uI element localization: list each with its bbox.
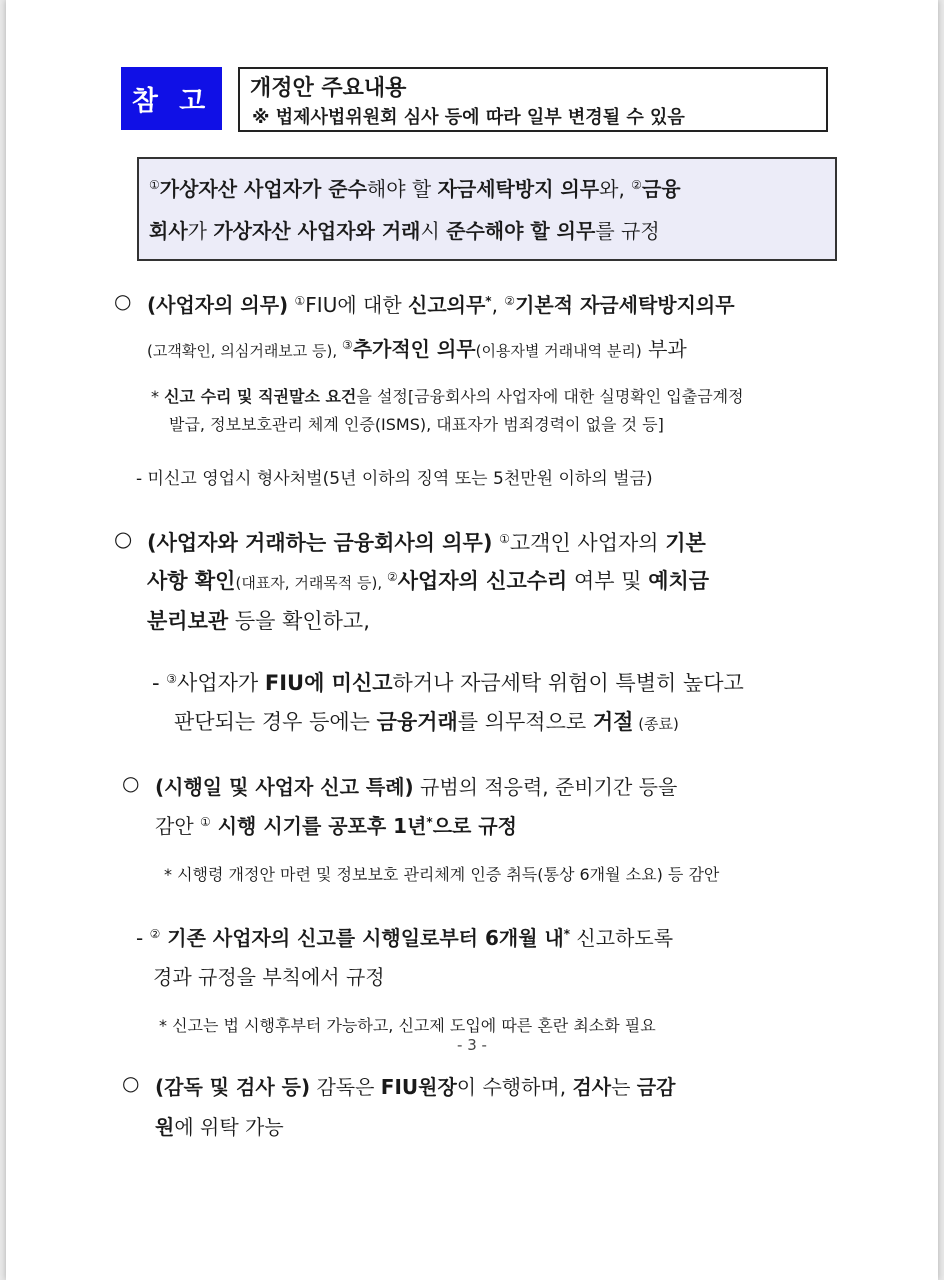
section-heading: (사업자의 의무) — [147, 293, 289, 317]
s2-line-1: (사업자와 거래하는 금융회사의 의무) ①고객인 사업자의 기본 — [147, 531, 706, 555]
s2-line-2: 사항 확인(대표자, 거래목적 등), ②사업자의 신고수리 여부 및 예치금 — [147, 569, 710, 593]
bullet: ○ — [122, 771, 140, 795]
bullet: ○ — [114, 289, 132, 313]
s3-dash-line-1: - ② 기존 사업자의 신고를 시행일로부터 6개월 내* 신고하도록 — [136, 926, 674, 950]
s4-line-1: (감독 및 검사 등) 감독은 FIU원장이 수행하며, 검사는 금감 — [155, 1075, 676, 1099]
s1-line-1: (사업자의 의무) ①FIU에 대한 신고의무*, ②기본적 자금세탁방지의무 — [147, 293, 735, 317]
summary-line-2: 회사가 가상자산 사업자와 거래시 준수해야 할 의무를 규정 — [149, 219, 660, 243]
section-heading: (시행일 및 사업자 신고 특례) — [155, 775, 414, 799]
circled-marker: ① — [149, 178, 160, 192]
document-page — [6, 0, 938, 1280]
circled-marker: ② — [631, 178, 642, 192]
page-number: - 3 - — [457, 1036, 487, 1054]
s1-line-2: (고객확인, 의심거래보고 등), ③추가적인 의무(이용자별 거래내역 분리) 부과 — [147, 337, 687, 361]
summary-box — [137, 157, 837, 261]
s3-line-1: (시행일 및 사업자 신고 특례) 규범의 적응력, 준비기간 등을 — [155, 775, 678, 799]
s3-line-2: 감안 ① 시행 시기를 공포후 1년*으로 규정 — [155, 814, 517, 838]
reference-note: ※ 법제사법위원회 심사 등에 따라 일부 변경될 수 있음 — [252, 107, 685, 128]
s1-note-line-2: 발급, 정보보호관리 체계 인증(ISMS), 대표자가 범죄경력이 없을 것 등] — [169, 415, 664, 434]
s3-note-1: * 시행령 개정안 마련 및 정보보호 관리체계 인증 취득(통상 6개월 소요) 등 감안 — [164, 865, 720, 884]
reference-title-box — [238, 67, 828, 132]
reference-title: 개정안 주요내용 — [250, 76, 407, 101]
s4-line-2: 원에 위탁 가능 — [155, 1115, 284, 1139]
s1-note-line-1: * 신고 수리 및 직권말소 요건을 설정[금융회사의 사업자에 대한 실명확인 입출금계정 — [151, 387, 744, 406]
summary-line-1: ①가상자산 사업자가 준수해야 할 자금세탁방지 의무와, ②금융 — [149, 177, 681, 201]
reference-badge: 참 고 — [121, 67, 222, 130]
s3-note-2: * 신고는 법 시행후부터 가능하고, 신고제 도입에 따른 혼란 최소화 필요 — [159, 1016, 656, 1035]
s1-dash-item: - 미신고 영업시 형사처벌(5년 이하의 징역 또는 5천만원 이하의 벌금) — [136, 469, 653, 489]
bullet: ○ — [114, 527, 133, 551]
s2-dash-line-1: - ③사업자가 FIU에 미신고하거나 자금세탁 위험이 특별히 높다고 — [152, 671, 744, 695]
section-heading: (감독 및 검사 등) — [155, 1075, 311, 1099]
s2-line-3: 분리보관 등을 확인하고, — [147, 609, 370, 633]
bullet: ○ — [122, 1071, 140, 1095]
s2-dash-line-2: 판단되는 경우 등에는 금융거래를 의무적으로 거절 (종료) — [174, 710, 679, 734]
s3-dash-line-2: 경과 규정을 부칙에서 규정 — [153, 965, 385, 989]
section-heading: (사업자와 거래하는 금융회사의 의무) — [147, 531, 493, 555]
